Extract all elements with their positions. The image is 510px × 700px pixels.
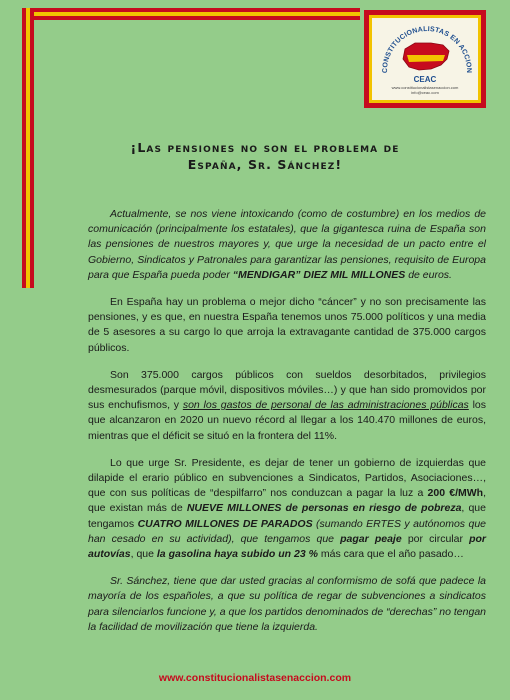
paragraph-2 <box>88 295 486 356</box>
text-run: Sr. Sánchez, tiene que dar usted gracias al conformismo de sofá que padece la mayoría de los españoles, a que su política de regar de subvenciones a sindicatos para silenciarlos funcione y, a que los partidos denominados de “derechas” no tengan la facilidad de movilización que tiene la izquierda. <box>88 575 486 633</box>
logo-email: info@ceac.com <box>411 90 439 95</box>
text-run: por autovías <box>88 532 486 561</box>
text-run: los que alcanzaron en 2020 un nuevo récord al llegar a los 140.470 millones de euros, mientras que el déficit se situó en la frontera del 11%. <box>88 399 487 442</box>
paragraph-5 <box>88 574 486 635</box>
text-run: , que tengamos <box>88 502 486 530</box>
text-run: 200 €/MWh <box>427 487 484 500</box>
text-run: más cara que el año pasado… <box>317 548 464 561</box>
ceac-logo <box>364 10 486 108</box>
text-run: la gasolina haya subido un 23 % <box>156 548 318 561</box>
article-body <box>88 207 486 647</box>
text-run: pagar peaje <box>340 532 402 545</box>
text-run: por circular <box>401 532 470 545</box>
paragraph-1 <box>88 207 486 283</box>
text-run: son los gastos de personal de las administraciones públicas <box>182 399 469 412</box>
text-run: (sumando ERTES y autónomos que han cesado en su actividad), que tengamos que <box>88 517 486 545</box>
text-run: de euros. <box>405 268 452 281</box>
text-run: CUATRO MILLONES DE PARADOS <box>137 517 313 530</box>
logo-arc-text: CONSTITUCIONALISTAS EN ACCION <box>381 25 473 74</box>
paragraph-3 <box>88 368 486 444</box>
title-line-1: ¡Las pensiones no son el problema de <box>130 140 400 155</box>
logo-acronym: CEAC <box>413 75 437 84</box>
paragraph-4 <box>88 456 486 562</box>
text-run: “MENDIGAR” DIEZ MIL MILLONES <box>232 268 406 281</box>
title-line-2: España, Sr. Sánchez! <box>187 157 343 172</box>
text-run: NUEVE MILLONES de personas en riesgo de pobreza <box>186 502 462 515</box>
text-run: , que existan más de <box>88 487 486 515</box>
page-title <box>55 139 475 173</box>
flag-stripe-vertical <box>22 8 34 288</box>
text-run: En España hay un problema o mejor dicho “cáncer” y no son precisamente las pensiones, y es que, en nuestra España tenemos unos 75.000 políticos y una media de 5 asesores a su cargo lo que arroja la extravagante cantidad de 375.000 cargos públicos. <box>88 296 486 354</box>
text-run: Son 375.000 cargos públicos con sueldos desorbitados, privilegios desmesurados (parque móvil, dispositivos móviles…) y que han sido promovidos por sus enchufismos, y <box>88 368 486 412</box>
footer-url[interactable]: www.constitucionalistasenaccion.com <box>158 672 352 684</box>
flag-stripe-horizontal <box>22 8 360 20</box>
text-run: Lo que urge Sr. Presidente, es dejar de tener un gobierno de izquierdas que dilapide el erario público en subvenciones a Sindicatos, Partidos, Asociaciones…, que con sus políticas de “despilfarro” nos conduzcan a pagar la luz a <box>88 456 486 500</box>
text-run: Actualmente, se nos viene intoxicando (como de costumbre) en los medios de comunicación (principalmente los estatales), que la gigantesca ruina de España son las pensiones de nuestros mayores y, que urge la necesidad de un pacto entre el Gobierno, Sindicatos y Patronales para garantizar las pensiones, requisito de Europa para que España pueda poder <box>88 208 486 281</box>
logo-url: www.constitucionalistasenaccion.com <box>391 85 459 90</box>
text-run: , que <box>130 548 157 561</box>
